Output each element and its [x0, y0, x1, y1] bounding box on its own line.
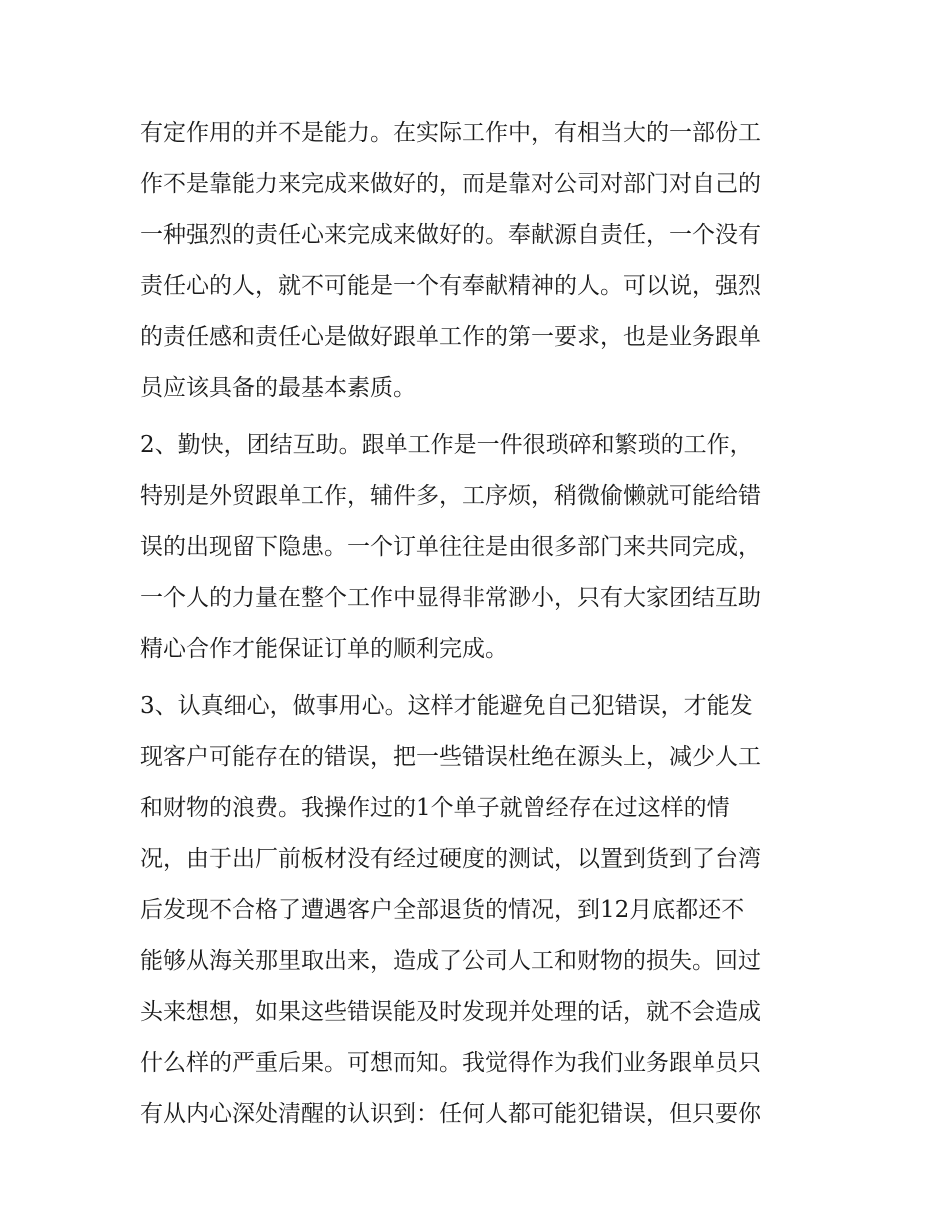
text-line: 责任心的人，就不可能是一个有奉献精神的人。可以说，强烈 — [140, 273, 761, 299]
text-line: 有定作用的并不是能力。在实际工作中，有相当大的一部份工 — [140, 120, 761, 146]
text-line: 现客户可能存在的错误，把一些错误杜绝在源头上，减少人工 — [140, 744, 761, 770]
text-line: 一个人的力量在整个工作中显得非常渺小，只有大家团结互助 — [140, 585, 761, 611]
paragraph-diligence-teamwork — [140, 420, 840, 675]
text-line: 能够从海关那里取出来，造成了公司人工和财物的损失。回过 — [140, 948, 761, 974]
text-line: 况，由于出厂前板材没有经过硬度的测试，以置到货到了台湾 — [140, 846, 761, 872]
paragraph-carefulness — [140, 681, 840, 1140]
text-line: 误的出现留下隐患。一个订单往往是由很多部门来共同完成， — [140, 534, 761, 560]
document-body — [140, 108, 840, 1140]
text-line: 精心合作才能保证订单的顺利完成。 — [140, 636, 508, 662]
text-line: 员应该具备的最基本素质。 — [140, 375, 416, 401]
text-line: 头来想想，如果这些错误能及时发现并处理的话，就不会造成 — [140, 999, 761, 1025]
text-line: 和财物的浪费。我操作过的1个单子就曾经存在过这样的情 — [140, 795, 730, 821]
text-line: 的责任感和责任心是做好跟单工作的第一要求，也是业务跟单 — [140, 324, 761, 350]
text-line: 什么样的严重后果。可想而知。我觉得作为我们业务跟单员只 — [140, 1050, 761, 1076]
text-line: 3、认真细心，做事用心。这样才能避免自己犯错误，才能发 — [140, 693, 753, 719]
paragraph-responsibility — [140, 108, 840, 414]
text-line: 作不是靠能力来完成来做好的，而是靠对公司对部门对自己的 — [140, 171, 761, 197]
text-line: 一种强烈的责任心来完成来做好的。奉献源自责任，一个没有 — [140, 222, 761, 248]
text-line: 后发现不合格了遭遇客户全部退货的情况，到12月底都还不 — [140, 897, 745, 923]
text-line: 有从内心深处清醒的认识到：任何人都可能犯错误，但只要你 — [140, 1101, 761, 1127]
text-line: 特别是外贸跟单工作，辅件多，工序烦，稍微偷懒就可能给错 — [140, 483, 761, 509]
text-line: 2、勤快，团结互助。跟单工作是一件很琐碎和繁琐的工作， — [140, 432, 753, 458]
